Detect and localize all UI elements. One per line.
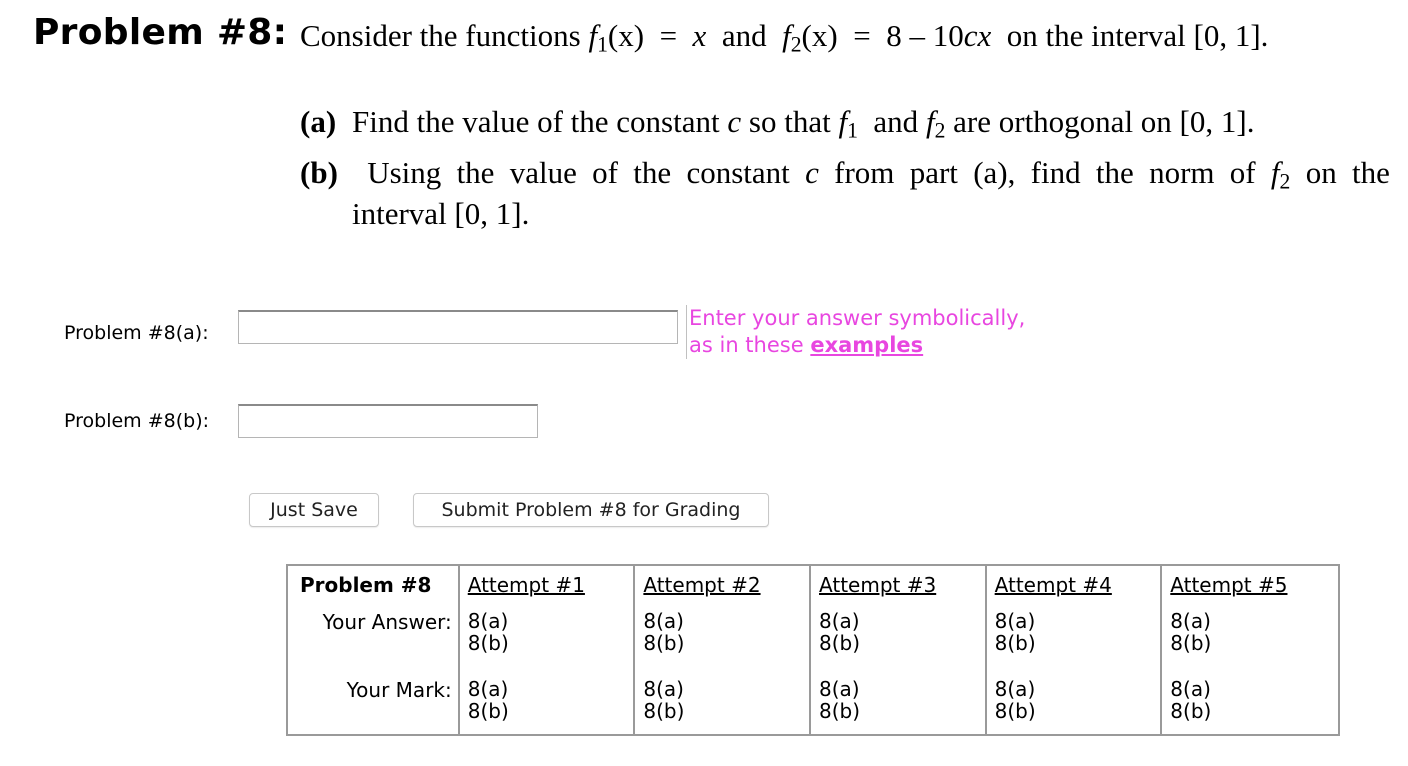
pb-word: norm — [1149, 155, 1215, 190]
hint-line2: as in these examples — [689, 333, 924, 357]
table-row — [287, 672, 1339, 735]
constant-c: c — [727, 104, 742, 139]
attempt-header-1 — [459, 565, 635, 604]
pb-constant-c: c — [805, 155, 819, 190]
cell-a: 8(a) — [819, 609, 860, 633]
cell-b: 8(b) — [467, 699, 509, 723]
mark-cell — [459, 672, 635, 735]
answer-label-a: Problem #8(a): — [64, 322, 209, 344]
answer-cell — [1161, 604, 1339, 672]
pb-word: (a), — [973, 155, 1016, 190]
cell-b: 8(b) — [994, 699, 1036, 723]
equals-1: = — [659, 18, 678, 53]
cell-b: 8(b) — [819, 631, 861, 655]
cell-b: 8(b) — [1170, 631, 1212, 655]
f1-arg: (x) — [607, 18, 645, 53]
mark-cell — [1161, 672, 1339, 735]
answer-hint — [686, 305, 1025, 359]
f1-expr: x — [692, 18, 707, 53]
pb-word: on — [1305, 155, 1337, 190]
cell-b: 8(b) — [994, 631, 1036, 655]
pb-word: from — [834, 155, 895, 190]
part-b-line1 — [300, 155, 1390, 194]
answer-input-a[interactable] — [238, 310, 678, 344]
part-b-line2: interval [0, 1]. — [352, 196, 530, 232]
answer-label-b: Problem #8(b): — [64, 410, 210, 432]
pb-word: the — [633, 155, 672, 190]
pb-word: of — [1229, 155, 1256, 190]
your-answer-label: Your Answer: — [322, 610, 452, 634]
part-a-text1: Find the value of the constant — [352, 104, 720, 139]
submit-grading-button[interactable]: Submit Problem #8 for Grading — [413, 493, 769, 527]
table-header-row — [287, 565, 1339, 604]
attempt-link-3[interactable]: Attempt #3 — [819, 573, 937, 597]
cell-a: 8(a) — [1170, 677, 1211, 701]
part-b-label: (b) — [300, 155, 338, 190]
cell-a: 8(a) — [467, 677, 509, 701]
part-a-label: (a) — [300, 104, 337, 139]
answer-input-b[interactable] — [238, 404, 538, 438]
f2-expr-const: 8 – 10 — [886, 18, 964, 53]
pb-word: the — [1095, 155, 1134, 190]
pb-word: value — [509, 155, 577, 190]
attempt-link-5[interactable]: Attempt #5 — [1170, 573, 1288, 597]
f1-symbol: $f_1$ — [588, 18, 608, 57]
examples-link[interactable]: examples — [810, 333, 924, 357]
part-a-f1: $f_1$ — [838, 104, 858, 143]
answer-cell — [986, 604, 1162, 672]
attempt-link-1[interactable]: Attempt #1 — [467, 573, 585, 597]
pb-f2: $f_2$ — [1270, 155, 1291, 194]
attempt-header-5 — [1161, 565, 1339, 604]
cell-a: 8(a) — [643, 609, 684, 633]
f2-symbol: $f_2$ — [782, 18, 802, 57]
cell-a: 8(a) — [643, 677, 684, 701]
problem-statement — [300, 18, 1268, 57]
problem-title: Problem #8: — [33, 12, 288, 53]
pb-word: find — [1030, 155, 1081, 190]
pb-word: the — [1351, 155, 1390, 190]
cell-b: 8(b) — [1170, 699, 1212, 723]
attempt-header-2 — [634, 565, 810, 604]
table-row — [287, 604, 1339, 672]
part-a-and: and — [873, 104, 919, 139]
attempts-table — [286, 564, 1340, 736]
cell-a: 8(a) — [994, 609, 1036, 633]
part-a-f2: $f_2$ — [925, 104, 946, 143]
part-a-text3: are orthogonal on [0, 1]. — [953, 104, 1255, 139]
statement-intro: Consider the functions — [300, 18, 581, 53]
attempt-header-4 — [986, 565, 1162, 604]
pb-word: Using — [367, 155, 442, 190]
cell-a: 8(a) — [467, 609, 509, 633]
cell-b: 8(b) — [643, 699, 685, 723]
part-a — [300, 104, 1254, 143]
attempt-header-3 — [810, 565, 986, 604]
just-save-button[interactable]: Just Save — [249, 493, 379, 527]
pb-word: the — [456, 155, 495, 190]
f2-expr-var: cx — [963, 18, 992, 53]
table-header-problem: Problem #8 — [300, 573, 432, 597]
pb-word: of — [592, 155, 618, 190]
answer-cell — [634, 604, 810, 672]
pb-word: part — [909, 155, 958, 190]
equals-2: = — [853, 18, 871, 53]
part-b — [300, 155, 1390, 232]
cell-a: 8(a) — [819, 677, 860, 701]
mark-cell — [986, 672, 1162, 735]
and-word: and — [721, 18, 767, 53]
mark-cell — [634, 672, 810, 735]
f2-arg: (x) — [801, 18, 838, 53]
cell-b: 8(b) — [643, 631, 685, 655]
statement-tail: on the interval [0, 1]. — [1006, 18, 1269, 53]
answer-cell — [810, 604, 986, 672]
your-mark-label: Your Mark: — [346, 678, 452, 702]
hint-line1: Enter your answer symbolically, — [689, 306, 1026, 330]
pb-word: constant — [686, 155, 790, 190]
part-a-text2: so that — [748, 104, 831, 139]
cell-a: 8(a) — [994, 677, 1036, 701]
cell-a: 8(a) — [1170, 609, 1211, 633]
attempt-link-2[interactable]: Attempt #2 — [643, 573, 761, 597]
attempt-link-4[interactable]: Attempt #4 — [994, 573, 1112, 597]
answer-cell — [459, 604, 635, 672]
mark-cell — [810, 672, 986, 735]
cell-b: 8(b) — [467, 631, 509, 655]
cell-b: 8(b) — [819, 699, 861, 723]
